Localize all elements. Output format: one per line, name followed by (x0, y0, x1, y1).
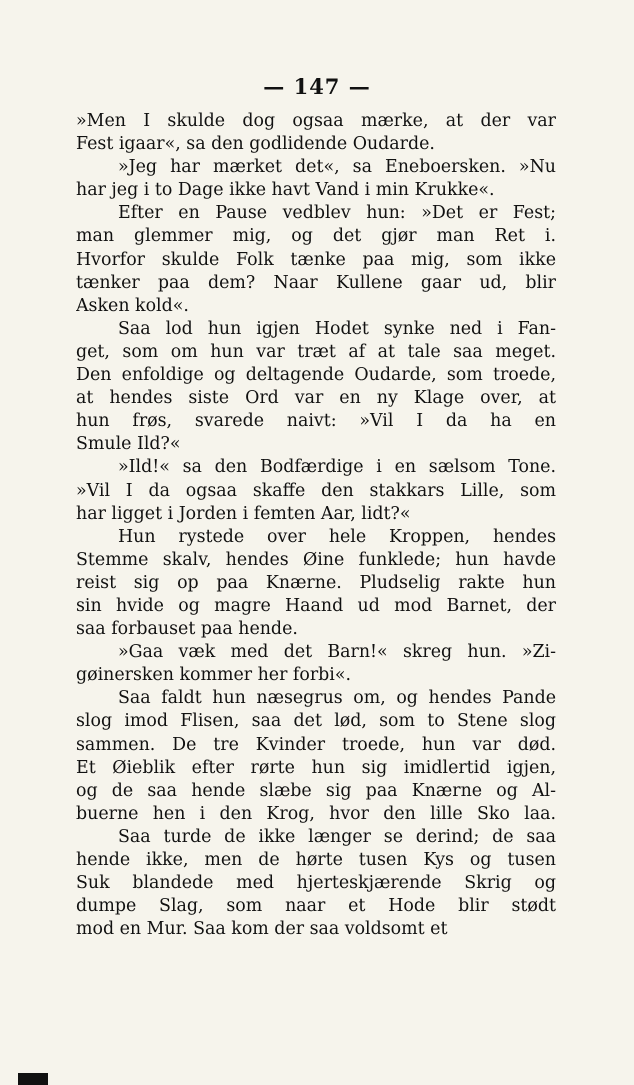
text-line: reist sig op paa Knærne. Pludselig rakte hun (76, 572, 556, 593)
text-line: dumpe Slag, som naar et Hode blir stødt (76, 896, 556, 917)
text-line: »Vil I da ogsaa skaffe den stakkars Lille, som (76, 480, 556, 501)
text-line: get, som om hun var træt af at tale saa meget. (76, 341, 556, 362)
scan-edge-mark (18, 1073, 48, 1085)
text-line: »Ild!« sa den Bodfærdige i en sælsom Tone. (118, 457, 556, 478)
text-line: Stemme skalv, hendes Øine funklede; hun havde (76, 549, 556, 570)
text-line: Suk blandede med hjerteskjærende Skrig og (76, 873, 556, 894)
body-text (76, 110, 556, 941)
text-line: gøinersken kommer her forbi«. (76, 665, 351, 686)
text-line: »Gaa væk med det Barn!« skreg hun. »Zi- (118, 642, 556, 663)
text-line: at hendes siste Ord var en ny Klage over, at (76, 388, 556, 409)
text-line: »Men I skulde dog ogsaa mærke, at der var (76, 111, 556, 131)
text-line: hende ikke, men de hørte tusen Kys og tusen (76, 850, 556, 870)
text-line: hun frøs, svarede naivt: »Vil I da ha en (76, 411, 556, 432)
text-line: og de saa hende slæbe sig paa Knærne og Al- (76, 780, 556, 801)
text-line: Saa lod hun igjen Hodet synke ned i Fan- (118, 318, 556, 339)
text-line: Hun rystede over hele Kroppen, hendes (118, 526, 556, 547)
text-line: Saa faldt hun næsegrus om, og hendes Pande (118, 688, 556, 709)
text-line: mod en Mur. Saa kom der saa voldsomt et (76, 919, 448, 940)
text-line: buerne hen i den Krog, hvor den lille Sko laa. (76, 803, 556, 824)
text-line: »Jeg har mærket det«, sa Eneboersken. »Nu (118, 157, 556, 178)
text-line: Et Øieblik efter rørte hun sig imidlertid igjen, (76, 757, 556, 778)
text-line: Asken kold«. (76, 295, 189, 316)
text-line: Den enfoldige og deltagende Oudarde, som troede, (76, 365, 556, 386)
text-line: Hvorfor skulde Folk tænke paa mig, som ikke (76, 249, 556, 270)
text-line: man glemmer mig, og det gjør man Ret i. (76, 226, 556, 247)
text-line: sin hvide og magre Haand ud mod Barnet, der (76, 595, 556, 616)
text-line: slog imod Flisen, saa det lød, som to Stene slog (76, 711, 556, 732)
text-line: Fest igaar«, sa den godlidende Oudarde. (76, 134, 435, 155)
text-line: tænker paa dem? Naar Kullene gaar ud, blir (76, 272, 556, 293)
text-line: Efter en Pause vedblev hun: »Det er Fest; (118, 203, 556, 224)
text-line: Saa turde de ikke længer se derind; de saa (118, 826, 556, 847)
text-line: sammen. De tre Kvinder troede, hun var død. (76, 734, 556, 755)
text-line: har ligget i Jorden i femten Aar, lidt?« (76, 503, 411, 524)
text-line: Smule Ild?« (76, 434, 181, 455)
page-number: — 147 — (263, 74, 371, 99)
text-line: har jeg i to Dage ikke havt Vand i min Krukke«. (76, 180, 495, 201)
text-line: saa forbauset paa hende. (76, 619, 298, 640)
